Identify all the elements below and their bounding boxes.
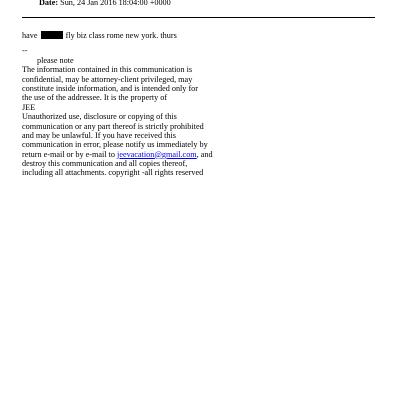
disclaimer-line: communication in error, please notify us immediately by	[22, 140, 208, 150]
disclaimer-line: confidential, may be attorney-client privileged, may	[22, 74, 193, 84]
email-link[interactable]: jeevacation@gmail.com	[117, 149, 197, 159]
disclaimer-line: destroy this communication and all copies thereof,	[22, 159, 188, 169]
disclaimer-line: and may be unlawful. If you have received this	[22, 130, 176, 140]
disclaimer-line: JEE	[22, 102, 36, 112]
message-first-line	[22, 31, 382, 40]
disclaimer-line: Unauthorized use, disclosure or copying of this	[22, 112, 177, 122]
signature-separator: --	[22, 46, 28, 56]
please-note-heading: please note	[37, 55, 74, 65]
disclaimer-text: , and	[196, 149, 213, 159]
message-text-start: have	[22, 31, 38, 40]
disclaimer-line: The information contained in this communication is	[22, 65, 193, 75]
redaction-box	[41, 31, 63, 39]
disclaimer-line: constitute inside information, and is intended only for	[22, 83, 198, 93]
date-header	[39, 0, 171, 9]
date-value: Sun, 24 Jan 2016 18:04:00 +0000	[60, 0, 171, 7]
message-text-rest: fly biz class rome new york. thurs	[65, 31, 177, 40]
disclaimer-text: return e-mail or by e-mail to	[22, 149, 115, 159]
disclaimer-line: including all attachments. copyright -all rights reserved	[22, 168, 204, 178]
disclaimer-line: communication or any part thereof is strictly prohibited	[22, 121, 204, 131]
disclaimer-line-with-link	[22, 150, 382, 159]
date-label: Date:	[39, 0, 59, 7]
header-divider	[22, 17, 375, 18]
message-body	[22, 31, 382, 178]
disclaimer-line: the use of the addressee. It is the property of	[22, 93, 168, 103]
